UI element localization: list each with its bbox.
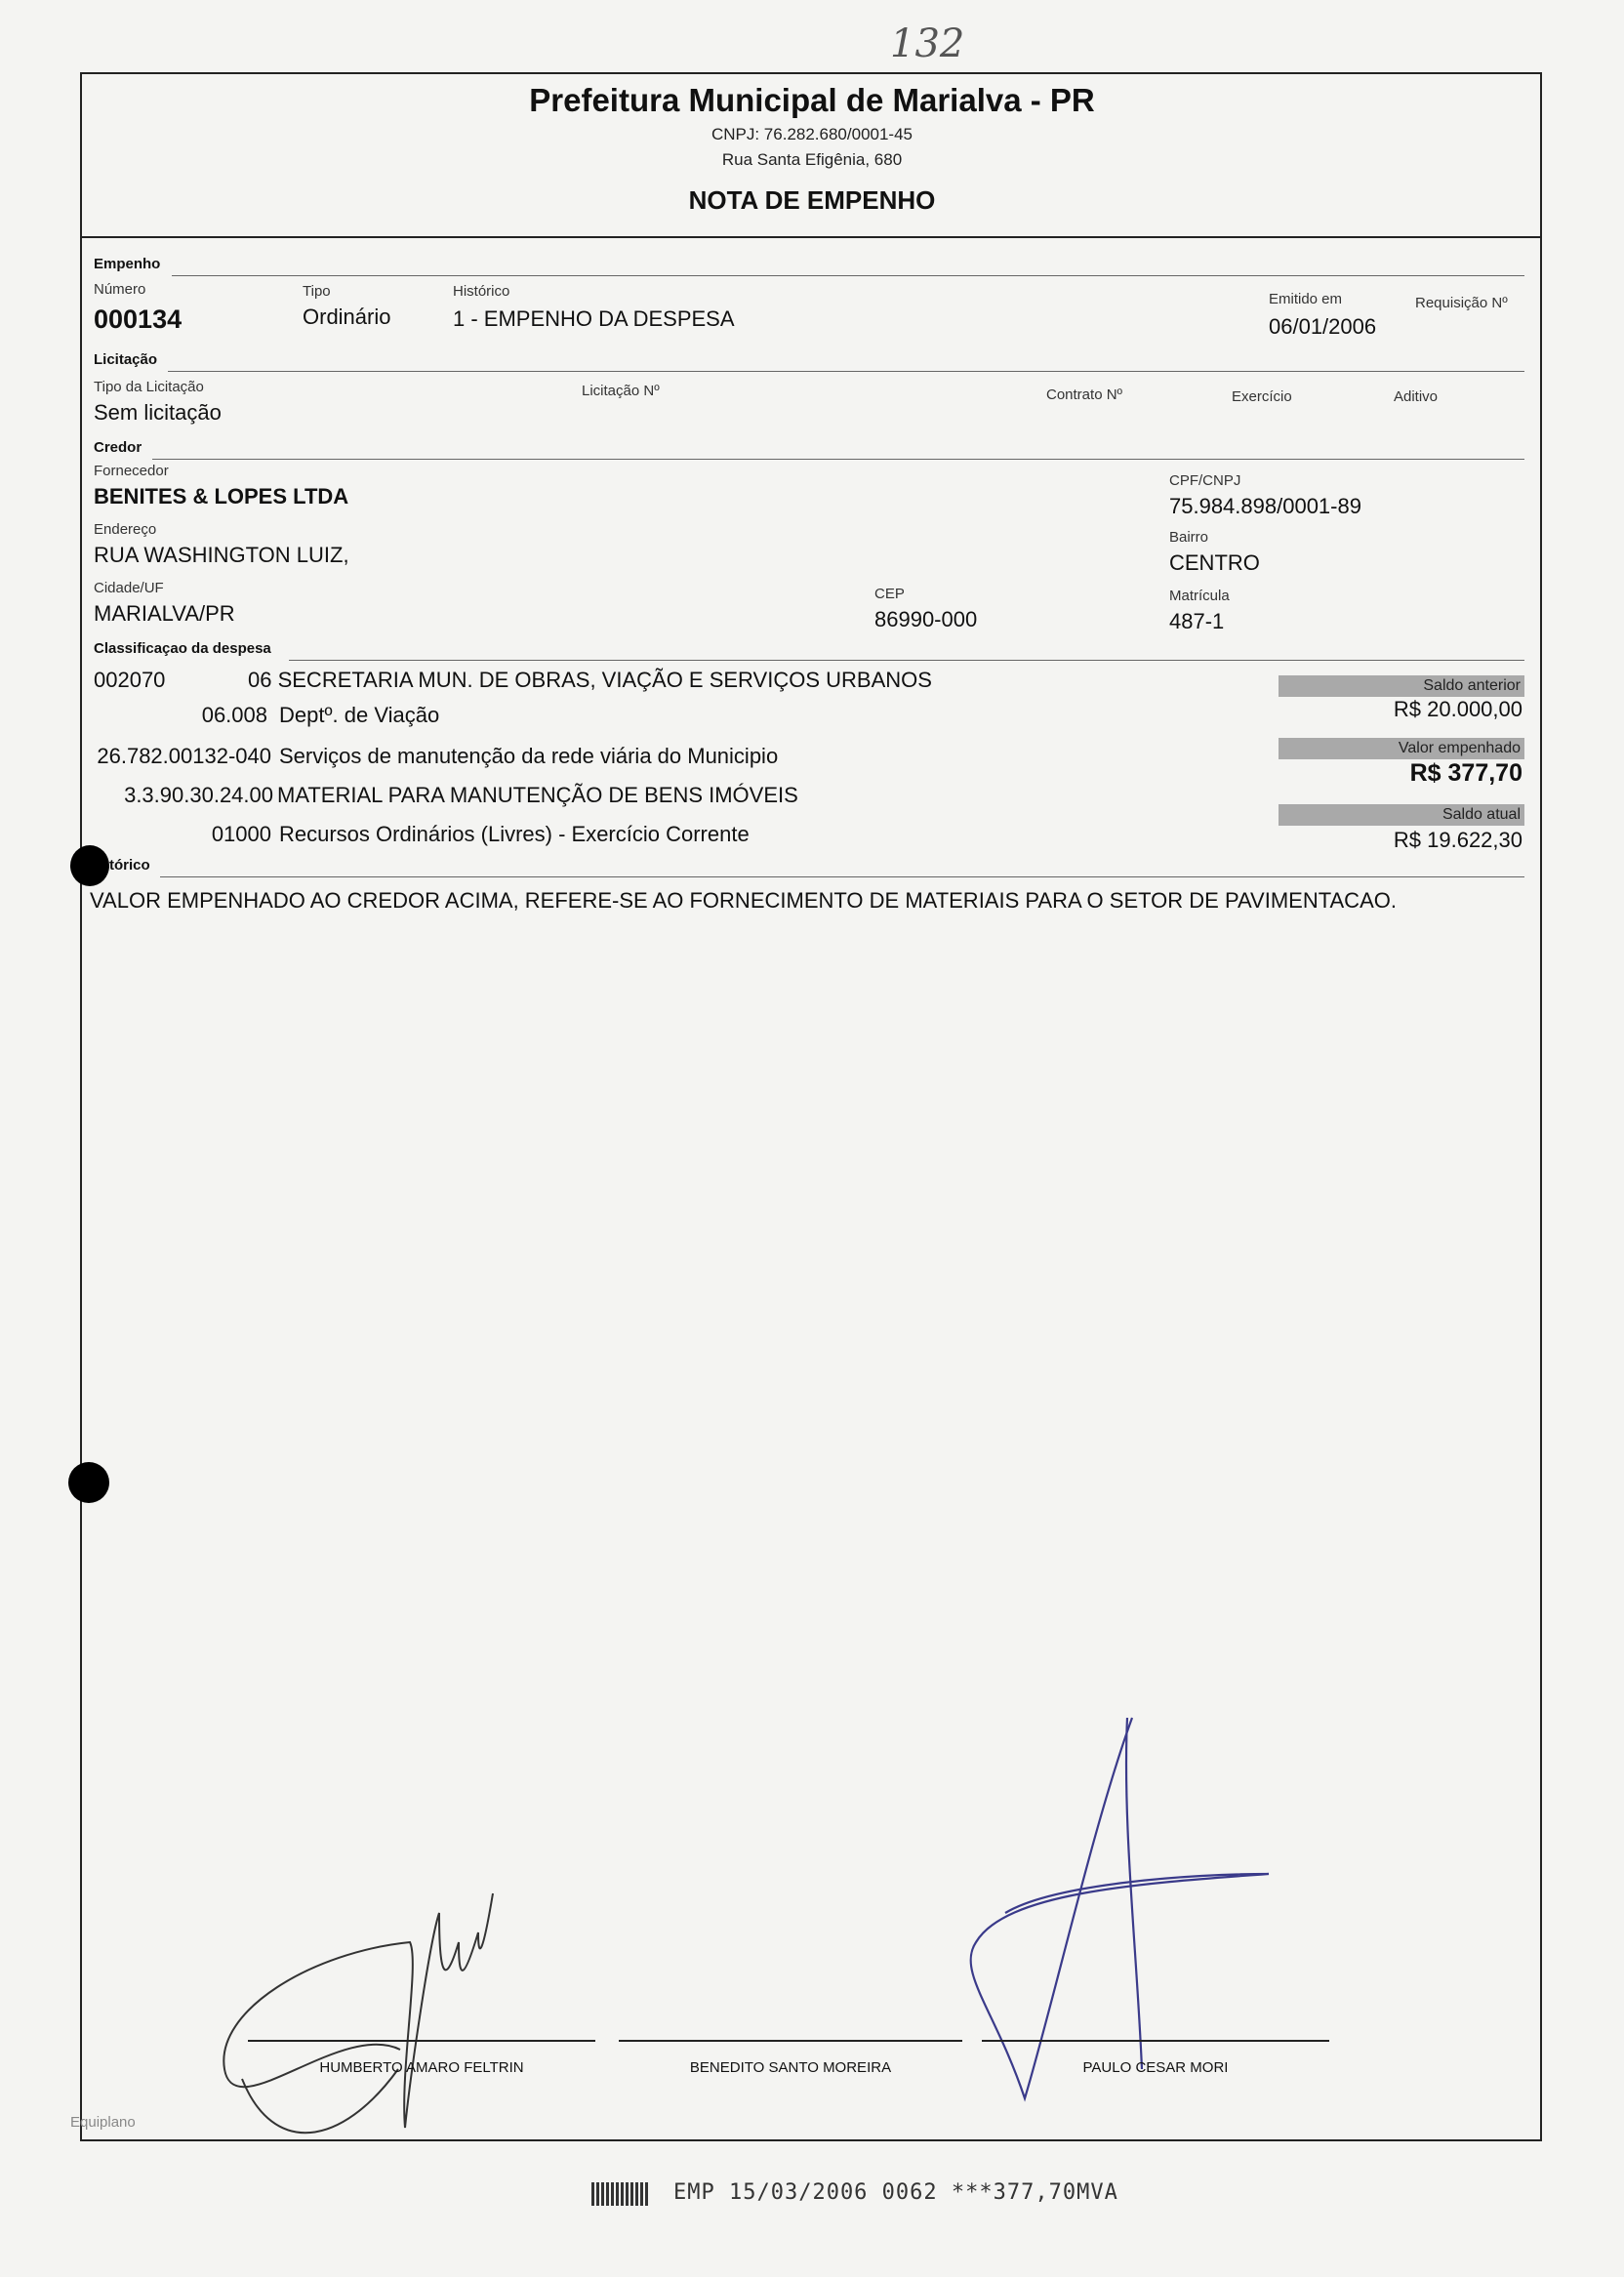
- emitido-value: 06/01/2006: [1269, 314, 1377, 339]
- classificacao-text: Recursos Ordinários (Livres) - Exercício Corrente: [279, 822, 750, 846]
- document-frame: [80, 72, 1542, 2141]
- signature-scribble: [195, 1835, 527, 2167]
- aditivo-label: Aditivo: [1394, 388, 1439, 405]
- empenho-number: 000134: [94, 305, 183, 334]
- classificacao-code: 002070: [94, 668, 166, 692]
- classificacao-text: Deptº. de Viação: [279, 703, 440, 727]
- matricula-value: 487-1: [1169, 609, 1225, 633]
- page-title: Prefeitura Municipal de Marialva - PR: [529, 82, 1095, 118]
- classificacao-code: 01000: [211, 822, 271, 846]
- classificacao-text: Serviços de manutenção da rede viária do Municipio: [279, 744, 779, 768]
- signatory-name: PAULO CESAR MORI: [1082, 2059, 1229, 2076]
- requisicao-label: Requisição Nº: [1415, 295, 1508, 311]
- tipo-licitacao-value: Sem licitação: [94, 400, 222, 425]
- signatory-name: BENEDITO SANTO MOREIRA: [689, 2059, 892, 2076]
- valor-empenhado-value: R$ 377,70: [1409, 759, 1522, 787]
- saldo-anterior-value: R$ 20.000,00: [1393, 697, 1522, 721]
- exercicio-label: Exercício: [1232, 388, 1292, 405]
- saldo-atual-label: Saldo atual: [1279, 804, 1524, 826]
- document-title: NOTA DE EMPENHO: [688, 185, 936, 215]
- contrato-label: Contrato Nº: [1046, 386, 1123, 403]
- classificacao-text: MATERIAL PARA MANUTENÇÃO DE BENS IMÓVEIS: [277, 783, 798, 807]
- signatory-name: HUMBERTO AMARO FELTRIN: [319, 2059, 524, 2076]
- section-rule: [168, 371, 1524, 372]
- header-cnpj: CNPJ: 76.282.680/0001-45: [710, 125, 914, 143]
- historico-label: Histórico: [453, 283, 510, 300]
- punch-hole: [70, 845, 109, 886]
- valor-empenhado-label: Valor empenhado: [1279, 738, 1524, 759]
- section-rule: [160, 876, 1524, 877]
- emitido-label: Emitido em: [1269, 291, 1343, 307]
- stamp-logo: [591, 2182, 648, 2206]
- handwritten-page-number: 132: [890, 21, 965, 66]
- header-address: Rua Santa Efigênia, 680: [721, 150, 903, 169]
- classificacao-code: 26.782.00132-040: [97, 744, 271, 768]
- licitacao-numero-label: Licitação Nº: [582, 383, 660, 399]
- matricula-label: Matrícula: [1169, 588, 1230, 604]
- endereco-value: RUA WASHINGTON LUIZ,: [94, 543, 349, 567]
- fornecedor-value: BENITES & LOPES LTDA: [94, 484, 349, 508]
- software-credit: Equiplano: [70, 2114, 136, 2131]
- signature-line: [619, 2040, 962, 2042]
- section-licitacao: Licitação: [94, 351, 158, 368]
- cep-label: CEP: [874, 586, 905, 602]
- saldo-anterior-label: Saldo anterior: [1279, 675, 1524, 697]
- section-classificacao: Classificaçao da despesa: [94, 640, 271, 657]
- endereco-label: Endereço: [94, 521, 157, 538]
- numero-label: Número: [94, 281, 146, 298]
- bairro-label: Bairro: [1169, 529, 1209, 546]
- bairro-value: CENTRO: [1169, 550, 1260, 575]
- classificacao-code: 06.008: [201, 703, 267, 727]
- cpf-label: CPF/CNPJ: [1169, 472, 1241, 489]
- section-empenho: Empenho: [94, 256, 161, 272]
- section-historico: tórico: [109, 857, 150, 874]
- section-rule: [289, 660, 1524, 661]
- tipo-licitacao-label: Tipo da Licitação: [94, 379, 204, 395]
- tipo-value: Ordinário: [303, 305, 391, 329]
- cpf-value: 75.984.898/0001-89: [1169, 494, 1361, 518]
- classificacao-text: 06 SECRETARIA MUN. DE OBRAS, VIAÇÃO E SERVIÇOS URBANOS: [248, 668, 932, 692]
- signature-line: [982, 2040, 1329, 2042]
- section-rule: [172, 275, 1524, 276]
- historico-value: 1 - EMPENHO DA DESPESA: [453, 306, 735, 331]
- punch-hole: [68, 1462, 109, 1503]
- signature-scribble: [937, 1679, 1288, 2108]
- section-rule: [152, 459, 1524, 460]
- cidade-value: MARIALVA/PR: [94, 601, 235, 626]
- section-credor: Credor: [94, 439, 142, 456]
- historico-text: VALOR EMPENHADO AO CREDOR ACIMA, REFERE-SE AO FORNECIMENTO DE MATERIAIS PARA O SETOR DE PAVIMENTACAO.: [90, 888, 1397, 913]
- cidade-label: Cidade/UF: [94, 580, 164, 596]
- signature-line: [248, 2040, 595, 2042]
- stamp-text: EMP 15/03/2006 0062 ***377,70MVA: [673, 2180, 1118, 2205]
- cep-value: 86990-000: [874, 607, 978, 631]
- classificacao-code: 3.3.90.30.24.00: [124, 783, 273, 807]
- tipo-label: Tipo: [303, 283, 331, 300]
- saldo-atual-value: R$ 19.622,30: [1393, 828, 1522, 852]
- fornecedor-label: Fornecedor: [94, 463, 169, 479]
- header-divider: [80, 236, 1540, 238]
